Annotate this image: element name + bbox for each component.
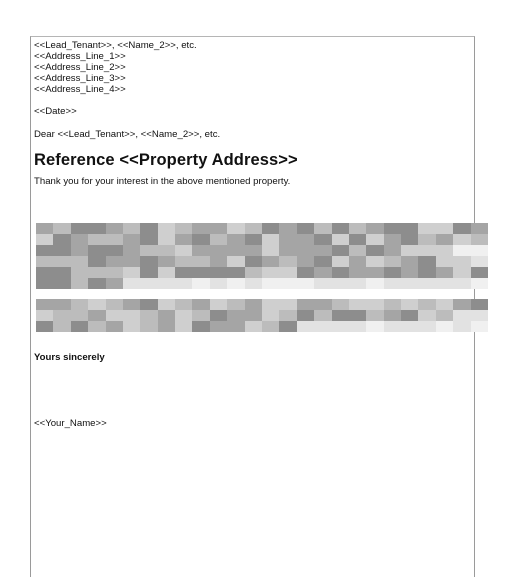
redaction-pixel	[297, 267, 314, 278]
redaction-pixel	[436, 299, 453, 310]
redaction-pixel	[418, 223, 435, 234]
redaction-pixel	[192, 299, 209, 310]
redaction-pixel	[314, 310, 331, 321]
redaction-pixel	[227, 267, 244, 278]
redaction-pixel	[401, 223, 418, 234]
redaction-pixel	[245, 299, 262, 310]
redaction-pixel	[314, 299, 331, 310]
redacted-paragraph-2	[36, 299, 488, 332]
redaction-pixel	[384, 256, 401, 267]
signature-placeholder: <<Your_Name>>	[34, 418, 107, 429]
redaction-pixel	[384, 278, 401, 289]
redaction-pixel	[106, 245, 123, 256]
redaction-pixel	[436, 321, 453, 332]
redaction-pixel	[453, 278, 470, 289]
redaction-pixel	[245, 310, 262, 321]
redaction-pixel	[175, 245, 192, 256]
redaction-pixel	[36, 223, 53, 234]
letter-body	[34, 40, 469, 187]
redaction-pixel	[314, 256, 331, 267]
redaction-pixel	[384, 299, 401, 310]
redaction-pixel	[471, 234, 488, 245]
redaction-pixel	[418, 321, 435, 332]
recipient-line-4: <<Address_Line_3>>	[34, 73, 126, 84]
redaction-pixel	[140, 245, 157, 256]
redaction-pixel	[88, 267, 105, 278]
redaction-pixel	[106, 278, 123, 289]
redaction-pixel	[158, 321, 175, 332]
redaction-pixel	[332, 234, 349, 245]
redaction-pixel	[297, 299, 314, 310]
redaction-pixel	[453, 299, 470, 310]
redaction-pixel	[297, 278, 314, 289]
redaction-pixel	[210, 234, 227, 245]
redaction-pixel	[36, 299, 53, 310]
redaction-pixel	[227, 223, 244, 234]
closing-line: Yours sincerely	[34, 352, 105, 363]
redaction-pixel	[418, 256, 435, 267]
redaction-pixel	[71, 310, 88, 321]
redaction-pixel	[88, 310, 105, 321]
redaction-pixel	[123, 310, 140, 321]
redaction-pixel	[88, 321, 105, 332]
redaction-pixel	[227, 321, 244, 332]
redaction-pixel	[192, 234, 209, 245]
redaction-pixel	[436, 256, 453, 267]
redaction-pixel	[471, 310, 488, 321]
redaction-pixel	[36, 234, 53, 245]
redaction-pixel	[471, 245, 488, 256]
redaction-pixel	[140, 321, 157, 332]
redaction-pixel	[192, 310, 209, 321]
redaction-pixel	[88, 234, 105, 245]
redaction-pixel	[366, 223, 383, 234]
redaction-pixel	[471, 299, 488, 310]
redaction-pixel	[349, 267, 366, 278]
redaction-pixel	[453, 321, 470, 332]
redaction-pixel	[279, 278, 296, 289]
redaction-pixel	[279, 234, 296, 245]
redaction-pixel	[106, 256, 123, 267]
redaction-pixel	[175, 310, 192, 321]
redaction-pixel	[123, 321, 140, 332]
redaction-pixel	[106, 223, 123, 234]
redaction-pixel	[210, 256, 227, 267]
redaction-pixel	[88, 278, 105, 289]
redaction-pixel	[36, 256, 53, 267]
redaction-pixel	[123, 245, 140, 256]
redaction-pixel	[418, 310, 435, 321]
redaction-pixel	[332, 321, 349, 332]
redaction-pixel	[192, 267, 209, 278]
letter-page	[30, 36, 475, 577]
redaction-pixel	[262, 310, 279, 321]
redaction-pixel	[262, 299, 279, 310]
redaction-pixel	[71, 299, 88, 310]
redaction-pixel	[453, 267, 470, 278]
redaction-pixel	[140, 256, 157, 267]
redaction-pixel	[332, 310, 349, 321]
redaction-pixel	[349, 278, 366, 289]
redaction-pixel	[158, 245, 175, 256]
redaction-pixel	[88, 299, 105, 310]
redaction-pixel	[297, 310, 314, 321]
redaction-pixel	[436, 310, 453, 321]
redaction-pixel	[279, 223, 296, 234]
recipient-line-2: <<Address_Line_1>>	[34, 51, 126, 62]
redaction-pixel	[418, 245, 435, 256]
redaction-pixel	[227, 245, 244, 256]
redaction-pixel	[314, 245, 331, 256]
redaction-pixel	[53, 267, 70, 278]
redaction-pixel	[227, 310, 244, 321]
redaction-pixel	[314, 223, 331, 234]
redaction-pixel	[401, 299, 418, 310]
redaction-pixel	[314, 321, 331, 332]
redaction-pixel	[245, 321, 262, 332]
redaction-pixel	[279, 310, 296, 321]
redaction-pixel	[366, 310, 383, 321]
redaction-pixel	[366, 321, 383, 332]
redaction-pixel	[192, 278, 209, 289]
redaction-pixel	[210, 278, 227, 289]
redaction-pixel	[71, 256, 88, 267]
redaction-pixel	[123, 267, 140, 278]
redaction-pixel	[314, 267, 331, 278]
reference-heading: Reference <<Property Address>>	[34, 151, 298, 169]
redaction-pixel	[140, 299, 157, 310]
redaction-pixel	[279, 245, 296, 256]
redacted-paragraph-1	[36, 223, 488, 289]
redaction-pixel	[418, 299, 435, 310]
redaction-pixel	[401, 321, 418, 332]
salutation: Dear <<Lead_Tenant>>, <<Name_2>>, etc.	[34, 129, 221, 140]
redaction-pixel	[175, 223, 192, 234]
redaction-pixel	[349, 223, 366, 234]
redaction-pixel	[175, 321, 192, 332]
redaction-pixel	[297, 234, 314, 245]
redaction-pixel	[140, 223, 157, 234]
redaction-pixel	[71, 245, 88, 256]
redaction-pixel	[262, 245, 279, 256]
redaction-pixel	[349, 321, 366, 332]
redaction-pixel	[106, 267, 123, 278]
redaction-pixel	[384, 310, 401, 321]
redaction-pixel	[123, 234, 140, 245]
redaction-pixel	[227, 278, 244, 289]
redaction-pixel	[53, 321, 70, 332]
redaction-pixel	[227, 256, 244, 267]
redaction-pixel	[158, 299, 175, 310]
redaction-pixel	[175, 256, 192, 267]
redaction-pixel	[175, 278, 192, 289]
redaction-pixel	[53, 310, 70, 321]
redaction-pixel	[158, 278, 175, 289]
redaction-pixel	[262, 321, 279, 332]
redaction-pixel	[332, 267, 349, 278]
redaction-pixel	[245, 278, 262, 289]
redaction-pixel	[332, 245, 349, 256]
redaction-pixel	[36, 321, 53, 332]
redaction-pixel	[210, 223, 227, 234]
redaction-pixel	[123, 223, 140, 234]
redaction-pixel	[106, 234, 123, 245]
redaction-pixel	[106, 321, 123, 332]
redaction-pixel	[384, 223, 401, 234]
redaction-pixel	[245, 223, 262, 234]
redaction-pixel	[436, 278, 453, 289]
redaction-pixel	[418, 267, 435, 278]
letter-date: <<Date>>	[34, 106, 77, 117]
redaction-pixel	[279, 299, 296, 310]
redaction-pixel	[245, 267, 262, 278]
redaction-pixel	[314, 234, 331, 245]
redaction-pixel	[384, 267, 401, 278]
redaction-pixel	[279, 256, 296, 267]
redaction-pixel	[140, 267, 157, 278]
redaction-pixel	[36, 278, 53, 289]
redaction-pixel	[401, 256, 418, 267]
redaction-pixel	[245, 256, 262, 267]
redaction-pixel	[71, 223, 88, 234]
redaction-pixel	[192, 256, 209, 267]
redaction-pixel	[401, 234, 418, 245]
redaction-pixel	[366, 256, 383, 267]
redaction-pixel	[245, 234, 262, 245]
redaction-pixel	[53, 245, 70, 256]
redaction-pixel	[349, 310, 366, 321]
redaction-pixel	[401, 278, 418, 289]
redaction-pixel	[332, 278, 349, 289]
redaction-pixel	[366, 245, 383, 256]
redaction-pixel	[262, 267, 279, 278]
redaction-pixel	[453, 234, 470, 245]
redaction-pixel	[332, 299, 349, 310]
redaction-pixel	[210, 310, 227, 321]
redaction-pixel	[279, 321, 296, 332]
redaction-pixel	[366, 299, 383, 310]
redaction-pixel	[453, 223, 470, 234]
redaction-pixel	[53, 299, 70, 310]
recipient-line-3: <<Address_Line_2>>	[34, 62, 126, 73]
redaction-pixel	[418, 234, 435, 245]
intro-paragraph: Thank you for your interest in the above mentioned property.	[34, 176, 291, 187]
redaction-pixel	[314, 278, 331, 289]
redaction-pixel	[175, 299, 192, 310]
redaction-pixel	[192, 321, 209, 332]
redaction-pixel	[262, 278, 279, 289]
redaction-pixel	[227, 234, 244, 245]
redaction-pixel	[210, 299, 227, 310]
redaction-pixel	[71, 234, 88, 245]
redaction-pixel	[436, 267, 453, 278]
redaction-pixel	[297, 245, 314, 256]
redaction-pixel	[106, 310, 123, 321]
redaction-pixel	[349, 245, 366, 256]
redaction-pixel	[123, 256, 140, 267]
redaction-pixel	[332, 223, 349, 234]
redaction-pixel	[262, 234, 279, 245]
redaction-pixel	[88, 223, 105, 234]
redaction-pixel	[192, 245, 209, 256]
redaction-pixel	[332, 256, 349, 267]
redaction-pixel	[158, 234, 175, 245]
redaction-pixel	[158, 267, 175, 278]
redaction-pixel	[123, 299, 140, 310]
redaction-pixel	[71, 278, 88, 289]
redaction-pixel	[175, 267, 192, 278]
redaction-pixel	[36, 245, 53, 256]
redaction-pixel	[401, 310, 418, 321]
redaction-pixel	[175, 234, 192, 245]
redaction-pixel	[297, 256, 314, 267]
redaction-pixel	[71, 267, 88, 278]
redaction-pixel	[123, 278, 140, 289]
redaction-pixel	[471, 321, 488, 332]
redaction-pixel	[227, 299, 244, 310]
redaction-pixel	[384, 245, 401, 256]
redaction-pixel	[88, 245, 105, 256]
redaction-pixel	[384, 321, 401, 332]
recipient-line-1: <<Lead_Tenant>>, <<Name_2>>, etc.	[34, 40, 197, 51]
redaction-pixel	[106, 299, 123, 310]
redaction-pixel	[471, 278, 488, 289]
redaction-pixel	[71, 321, 88, 332]
redaction-pixel	[401, 245, 418, 256]
redaction-pixel	[36, 267, 53, 278]
redaction-pixel	[453, 310, 470, 321]
redaction-pixel	[140, 234, 157, 245]
redaction-pixel	[158, 256, 175, 267]
redaction-pixel	[262, 223, 279, 234]
redaction-pixel	[349, 234, 366, 245]
redaction-pixel	[436, 223, 453, 234]
redaction-pixel	[158, 310, 175, 321]
redaction-pixel	[401, 267, 418, 278]
redaction-pixel	[297, 223, 314, 234]
redaction-pixel	[471, 223, 488, 234]
redaction-pixel	[297, 321, 314, 332]
redaction-pixel	[53, 256, 70, 267]
redaction-pixel	[262, 256, 279, 267]
redaction-pixel	[471, 267, 488, 278]
redaction-pixel	[453, 256, 470, 267]
redaction-pixel	[245, 245, 262, 256]
redaction-pixel	[192, 223, 209, 234]
redaction-pixel	[366, 278, 383, 289]
redaction-pixel	[366, 234, 383, 245]
redaction-pixel	[53, 223, 70, 234]
redaction-pixel	[279, 267, 296, 278]
redaction-pixel	[384, 234, 401, 245]
redaction-pixel	[53, 278, 70, 289]
redaction-pixel	[453, 245, 470, 256]
redaction-pixel	[349, 299, 366, 310]
redaction-pixel	[418, 278, 435, 289]
redaction-pixel	[366, 267, 383, 278]
redaction-pixel	[471, 256, 488, 267]
redaction-pixel	[158, 223, 175, 234]
redaction-pixel	[140, 310, 157, 321]
redaction-pixel	[36, 310, 53, 321]
redaction-pixel	[436, 245, 453, 256]
recipient-line-5: <<Address_Line_4>>	[34, 84, 126, 95]
redaction-pixel	[140, 278, 157, 289]
redaction-pixel	[349, 256, 366, 267]
redaction-pixel	[436, 234, 453, 245]
redaction-pixel	[88, 256, 105, 267]
redaction-pixel	[210, 267, 227, 278]
redaction-pixel	[210, 245, 227, 256]
redaction-pixel	[53, 234, 70, 245]
redaction-pixel	[210, 321, 227, 332]
